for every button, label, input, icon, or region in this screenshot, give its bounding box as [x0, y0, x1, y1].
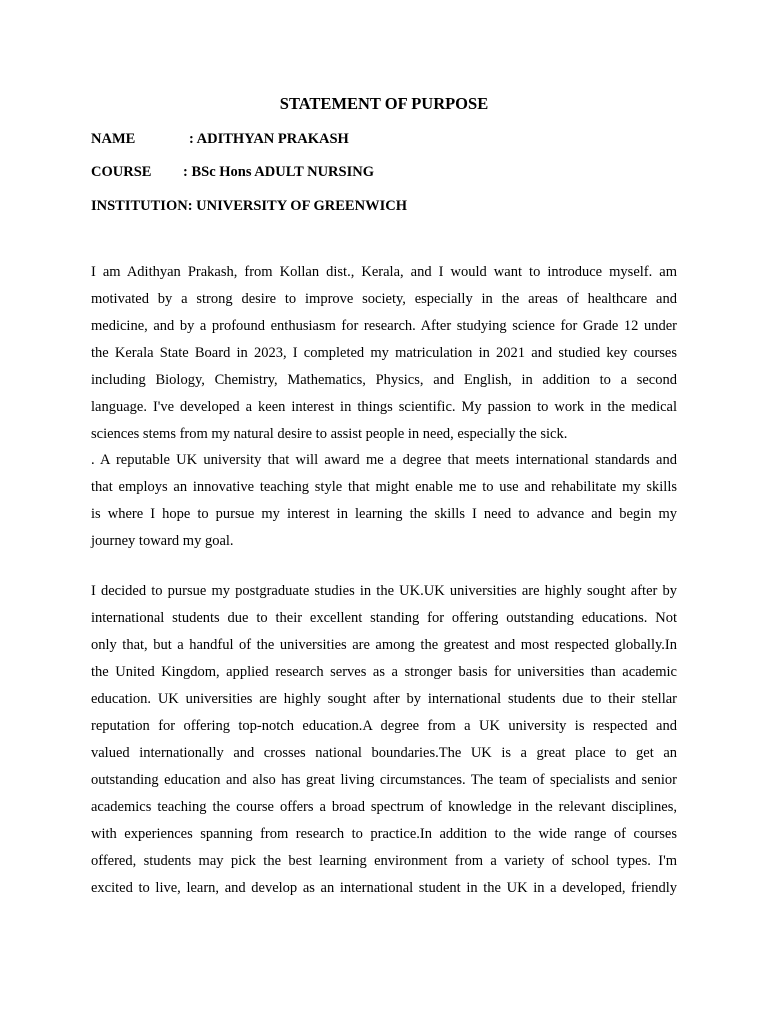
paragraph-introduction [91, 259, 677, 448]
paragraph-line: valued internationally and crosses national boundaries.The UK is a great place to get an [91, 745, 677, 761]
paragraph-line: international students due to their excellent standing for offering outstanding educations. Not [91, 610, 677, 626]
paragraph-line: . A reputable UK university that will award me a degree that meets international standards and [91, 452, 677, 468]
paragraph-line: the United Kingdom, applied research serves as a stronger basis for universities than academic [91, 664, 677, 680]
document-title: STATEMENT OF PURPOSE [279, 94, 489, 113]
paragraph-line: motivated by a strong desire to improve society, especially in the areas of healthcare and [91, 291, 677, 307]
name-field [91, 130, 349, 148]
paragraph-line: with experiences spanning from research to practice.In addition to the wide range of courses [91, 826, 677, 842]
institution-field: INSTITUTION: UNIVERSITY OF GREENWICH [91, 198, 407, 214]
paragraph-line: outstanding education and also has great living circumstances. The team of specialists and senior [91, 772, 677, 788]
paragraph-line: is where I hope to pursue my interest in learning the skills I need to advance and begin my [91, 506, 677, 522]
paragraph-line: I decided to pursue my postgraduate studies in the UK.UK universities are highly sought after by [91, 583, 677, 599]
paragraph-line: medicine, and by a profound enthusiasm for research. After studying science for Grade 12 under [91, 318, 677, 334]
paragraph-why-uk [91, 578, 677, 902]
paragraph-line: I am Adithyan Prakash, from Kollan dist., Kerala, and I would want to introduce myself. am [91, 264, 677, 280]
paragraph-line: only that, but a handful of the universities are among the greatest and most respected globally.In [91, 637, 677, 653]
paragraph-line: offered, students may pick the best learning environment from a variety of school types. I'm [91, 853, 677, 869]
name-label: NAME [91, 131, 136, 147]
paragraph-line: reputation for offering top-notch education.A degree from a UK university is respected and [91, 718, 677, 734]
paragraph-line: journey toward my goal. [91, 533, 234, 549]
course-label: COURSE [91, 164, 152, 180]
paragraph-line: sciences stems from my natural desire to assist people in need, especially the sick. [91, 426, 568, 442]
course-field [91, 163, 374, 181]
paragraph-line: academics teaching the course offers a broad spectrum of knowledge in the relevant disciplines, [91, 799, 677, 815]
course-value: : BSc Hons ADULT NURSING [183, 164, 374, 180]
paragraph-line: language. I've developed a keen interest in things scientific. My passion to work in the medical [91, 399, 677, 415]
paragraph-line: education. UK universities are highly sought after by international students due to their stellar [91, 691, 677, 707]
paragraph-line: excited to live, learn, and develop as an international student in the UK in a developed, friendly [91, 880, 677, 896]
paragraph-goal [91, 447, 677, 555]
paragraph-line: the Kerala State Board in 2023, I completed my matriculation in 2021 and studied key courses [91, 345, 677, 361]
name-value: : ADITHYAN PRAKASH [189, 131, 349, 147]
paragraph-line: that employs an innovative teaching style that might enable me to use and rehabilitate my skills [91, 479, 677, 495]
paragraph-line: including Biology, Chemistry, Mathematics, Physics, and English, in addition to a second [91, 372, 677, 388]
